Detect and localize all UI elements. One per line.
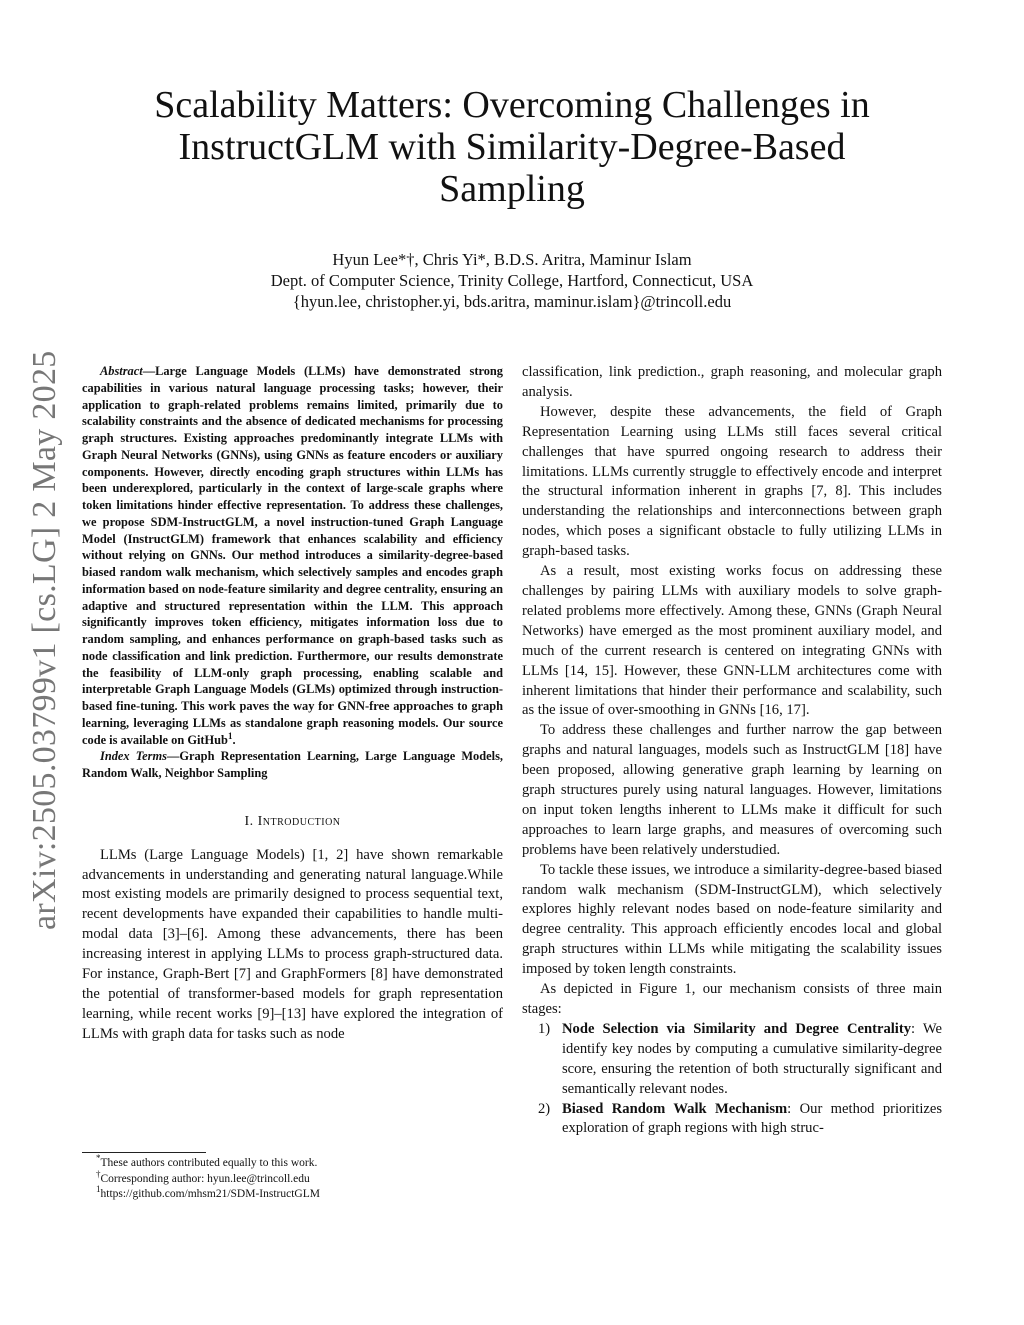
title-line-3: Sampling xyxy=(439,168,585,210)
footnote-github-link[interactable]: $^1$https://github.com/mhsm21/SDM-InstructGLM xyxy=(96,1184,320,1200)
author-affiliation: Dept. of Computer Science, Trinity College, Hartford, Connecticut, USA xyxy=(270,271,754,290)
abstract-text: —Large Language Models (LLMs) have demonstrated strong capabilities in various natural language processing tasks; however, their application to graph-related problems remains limited, primarily due to scalability constraints and the absence of dedicated mechanisms for processing graph structures. Existing approaches predominantly integrate LLMs with Graph Neural Networks (GNNs), using GNNs as feature encoders or auxiliary components. However, directly encoding graph structures within LLMs has been underexplored, particularly in the context of large-scale graphs where token limitations hinder effective representation. To address these challenges, we propose SDM-InstructGLM, a novel instruction-tuned Graph Language Model (InstructGLM) framework that enhances scalability and efficiency without relying on GNNs. Our method introduces a similarity-degree-based biased random walk mechanism, which selectively samples and encodes graph information based on node-feature similarity and degree centrality, ensuring an adaptive and structured representation within the LLM. This approach significantly improves token efficiency, mitigates information loss due to random sampling, and enhances performance on graph-based tasks such as node classification and link prediction. Furthermore, our results demonstrate the feasibility of LLM-only graph processing, enabling scalable and interpretable Graph Language Models (GLMs) optimized through instruction-based fine-tuning. This work paves the way for GNN-free approaches to graph learning, leveraging LLMs as standalone graph reasoning models. Our source code is available on GitHub xyxy=(82,364,503,747)
right-paragraph-4: To address these challenges and further narrow the gap between graphs and natural languages, models such as InstructGLM [18] have been proposed, allowing generative graph learning by learning on graph structures purely using natural languages. However, limitations on input token lengths inherent to LLMs make it difficult for such approaches to learn large graphs, and measures of overcoming such problems have been relatively understudied. xyxy=(522,722,942,858)
footnote-corresponding-author: †Corresponding author: hyun.lee@trincoll.edu xyxy=(96,1168,310,1185)
right-paragraph-1: classification, link prediction., graph reasoning, and molecular graph analysis. xyxy=(522,364,942,400)
footnotes xyxy=(82,1152,503,1203)
right-paragraph-3: As a result, most existing works focus on addressing these challenges by pairing LLMs with auxiliary models to solve graph-related problems more effectively. Among these, GNNs (Graph Neural Networks) have emerged as the most prominent auxiliary model, and much of the current research is centered on integrating GNNs with LLMs [14, 15]. However, these GNN-LLM architectures come with inherent limitations that hinder their performance and scalability, such as the issue of over-smoothing in GNNs [16, 17]. xyxy=(522,563,942,719)
index-terms-text: —Graph Representation Learning, Large Language Models, Random Walk, Neighbor Sampling xyxy=(82,749,503,780)
author-emails: {hyun.lee, christopher.yi, bds.aritra, maminur.islam}@trincoll.edu xyxy=(292,292,732,311)
section-heading-introduction xyxy=(82,812,503,832)
section-title: Introduction xyxy=(257,813,341,829)
right-paragraph-5: To tackle these issues, we introduce a similarity-degree-based biased random walk mechanism (SDM-InstructGLM), which selectively explores highly relevant nodes based on node-feature similarity and degree centrality. This approach efficiently encodes local and global graph structures within LLMs while mitigating the scalability issues imposed by token length constraints. xyxy=(522,861,942,978)
right-paragraph-6: As depicted in Figure 1, our mechanism consists of three main stages: xyxy=(522,981,942,1017)
title-line-2: InstructGLM with Similarity-Degree-Based xyxy=(178,126,846,168)
arxiv-stamp: arXiv:2505.03799v1 [cs.LG] 2 May 2025 xyxy=(26,350,63,930)
author-names: Hyun Lee*†, Chris Yi*, B.D.S. Aritra, Maminur Islam xyxy=(332,250,692,269)
right-column xyxy=(522,363,942,1139)
author-block xyxy=(100,249,924,312)
title-line-1: Scalability Matters: Overcoming Challenges in xyxy=(154,84,870,126)
abstract xyxy=(82,363,503,748)
index-terms-label: Index Terms xyxy=(100,749,167,764)
footnote-equal-contribution: *These authors contributed equally to this work. xyxy=(96,1153,318,1169)
right-paragraph-2: However, despite these advancements, the field of Graph Representation Learning using LLMs still faces several critical challenges that have spurred ongoing research to address their limitations. LLMs currently struggle to effectively encode and interpret the structural information inherent in graphs [7, 8]. This includes understanding the relationships and interconnections between graph nodes, which poses a significant obstacle to fully utilizing LLMs in graph-based tasks. xyxy=(522,403,942,560)
abstract-footnote-mark: 1 xyxy=(227,730,233,741)
paper-title xyxy=(100,84,924,210)
section-number: I. xyxy=(244,813,254,829)
stage-item-1: 1) Node Selection via Similarity and Degree Centrality: We identify key nodes by computing a cumulative similarity-degree score, ensuring the retention of both structurally significant and semantically relevant nodes. xyxy=(538,1020,942,1097)
stage-item-2: 2) Biased Random Walk Mechanism: Our method prioritizes exploration of graph regions with high struc- xyxy=(538,1100,943,1137)
left-column xyxy=(82,363,503,1045)
abstract-end: . xyxy=(232,732,236,747)
intro-paragraph-1: LLMs (Large Language Models) [1, 2] have shown remarkable advancements in understanding and generating natural language.While most existing models are primarily designed to process sequential text, recent developments have expanded their capabilities to handle multi-modal data [3]–[6]. Among these advancements, there has been increasing interest in applying LLMs to process graph-structured data. For instance, Graph-Bert [7] and GraphFormers [8] have demonstrated the potential of transformer-based models for graph representation learning, while recent works [9]–[13] have explored the integration of LLMs with graph data for tasks such as node xyxy=(82,846,503,1042)
index-terms xyxy=(82,748,503,782)
stages-list xyxy=(522,1020,942,1139)
abstract-label: Abstract xyxy=(100,364,143,378)
